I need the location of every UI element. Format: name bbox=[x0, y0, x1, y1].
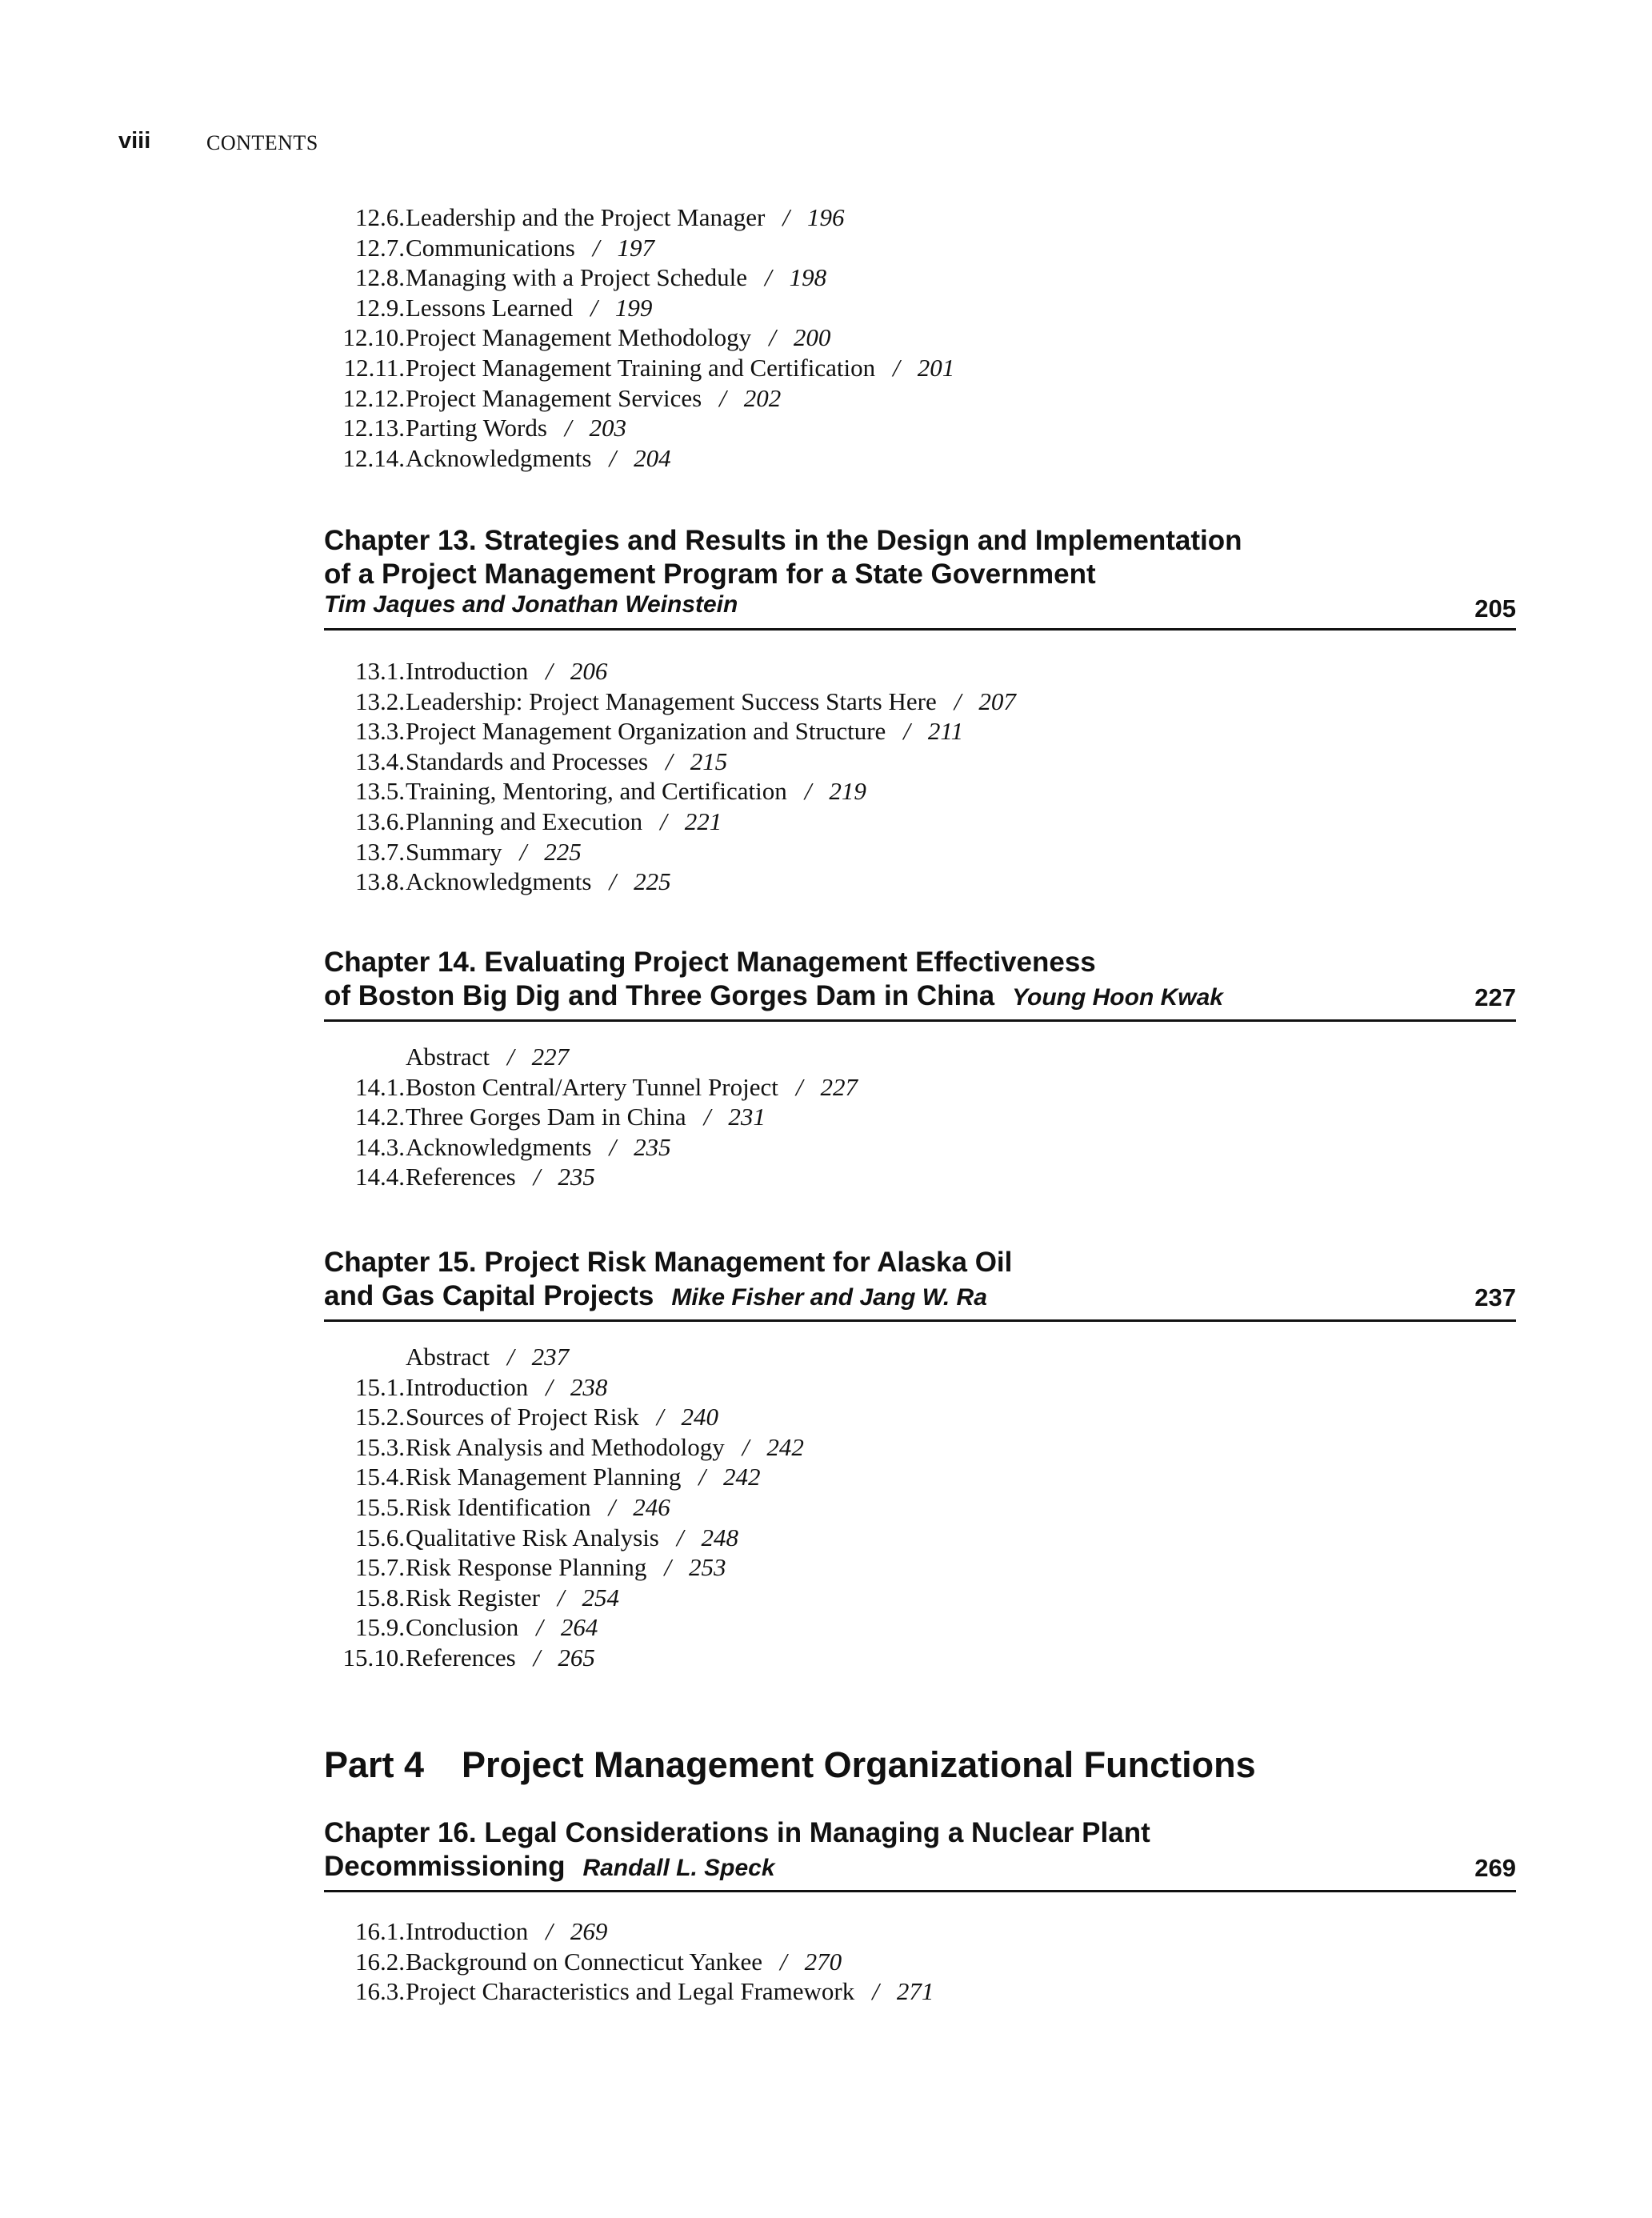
toc-entry-title: Introduction bbox=[406, 1372, 529, 1401]
toc-entry[interactable] bbox=[0, 656, 1652, 687]
toc-entry-separator: / bbox=[533, 1163, 541, 1191]
toc-entry-title: References bbox=[406, 1163, 516, 1191]
toc-entry-separator: / bbox=[507, 1343, 514, 1371]
toc-entry-title: Communications bbox=[406, 233, 575, 262]
toc-entry-page: 225 bbox=[544, 837, 582, 866]
toc-entry-number: 13.2. bbox=[355, 687, 405, 715]
toc-entry-text bbox=[406, 1492, 670, 1523]
toc-entry-text bbox=[406, 1072, 858, 1103]
toc-entry-page: 199 bbox=[614, 293, 653, 322]
toc-entry-page: 264 bbox=[560, 1613, 598, 1642]
toc-entry[interactable] bbox=[0, 1042, 1652, 1072]
toc-entry[interactable] bbox=[0, 1402, 1652, 1432]
toc-entry-text bbox=[406, 807, 722, 837]
toc-entry-page: 269 bbox=[570, 1917, 608, 1945]
toc-entry-page: 235 bbox=[558, 1163, 595, 1191]
toc-entry[interactable] bbox=[0, 1976, 1652, 2007]
toc-entry-title: Standards and Processes bbox=[406, 747, 649, 775]
toc-entry[interactable] bbox=[0, 1643, 1652, 1673]
toc-entry[interactable] bbox=[0, 1432, 1652, 1463]
toc-entry-text bbox=[406, 716, 963, 747]
toc-entry-text bbox=[406, 202, 844, 233]
toc-entry-text bbox=[406, 1643, 595, 1673]
toc-entry-page: 211 bbox=[927, 717, 964, 746]
toc-entry[interactable] bbox=[0, 1072, 1652, 1103]
toc-entry-page: 206 bbox=[570, 657, 608, 685]
toc-entry[interactable] bbox=[0, 202, 1652, 233]
toc-entry-text bbox=[406, 413, 626, 443]
toc-entry-text bbox=[406, 1342, 569, 1372]
toc-entry[interactable] bbox=[0, 716, 1652, 747]
chapter-16-title-line1: Chapter 16. Legal Considerations in Managing a Nuclear Plant bbox=[324, 1817, 1150, 1848]
toc-entry-number: 13.4. bbox=[355, 747, 405, 775]
toc-entry[interactable] bbox=[0, 776, 1652, 807]
toc-entry[interactable] bbox=[0, 1916, 1652, 1947]
chapter-14-title-line2: of Boston Big Dig and Three Gorges Dam in China bbox=[324, 980, 995, 1011]
toc-entry-page: 202 bbox=[743, 383, 782, 412]
toc-entry-separator: / bbox=[519, 837, 527, 866]
toc-entry-separator: / bbox=[742, 1432, 750, 1461]
toc-entry-page: 235 bbox=[634, 1132, 671, 1161]
toc-entry-number: 14.3. bbox=[355, 1132, 405, 1161]
toc-entry-text bbox=[406, 1042, 569, 1072]
toc-entry-number: 15.1. bbox=[355, 1372, 405, 1401]
toc-entry-separator: / bbox=[698, 1463, 706, 1491]
toc-entry-number: 15.3. bbox=[355, 1432, 405, 1461]
toc-entry[interactable] bbox=[0, 443, 1652, 474]
toc-entry-title: Managing with a Project Schedule bbox=[406, 263, 748, 292]
toc-entry-text bbox=[406, 233, 654, 263]
toc-entry-number: 12.8. bbox=[355, 263, 405, 292]
toc-entry-title: Planning and Execution bbox=[406, 807, 643, 835]
toc-entry-title: Risk Register bbox=[406, 1583, 540, 1611]
toc-entry-page: 215 bbox=[690, 747, 728, 775]
running-head-label: CONTENTS bbox=[206, 131, 318, 154]
toc-entry-number: 14.4. bbox=[355, 1163, 405, 1191]
toc-entry-title: Project Characteristics and Legal Framework bbox=[406, 1977, 855, 2006]
toc-entry-text bbox=[406, 687, 1016, 717]
toc-entry-title: Risk Response Planning bbox=[406, 1553, 647, 1582]
toc-entry-number: 12.13. bbox=[342, 414, 405, 442]
toc-entry-title: Sources of Project Risk bbox=[406, 1403, 639, 1431]
toc-entry-title: Summary bbox=[406, 837, 502, 866]
toc-entry-number: 13.7. bbox=[355, 837, 405, 866]
toc-entry-page: 248 bbox=[701, 1523, 738, 1551]
toc-entry-page: 253 bbox=[689, 1553, 726, 1582]
toc-entry-page: 265 bbox=[558, 1643, 595, 1672]
toc-entry-page: 219 bbox=[829, 777, 866, 806]
toc-entry-text bbox=[406, 1372, 607, 1403]
toc-entry-text bbox=[406, 656, 607, 687]
toc-list-ch12 bbox=[0, 202, 1652, 473]
toc-entry-text bbox=[406, 1102, 766, 1132]
chapter-14-title-line1: Chapter 14. Evaluating Project Management Effectiveness bbox=[324, 947, 1096, 978]
toc-entry-page: 246 bbox=[633, 1492, 670, 1521]
toc-entry-number: 15.7. bbox=[355, 1553, 405, 1582]
toc-entry-separator: / bbox=[666, 747, 673, 775]
toc-entry-text bbox=[406, 1916, 607, 1947]
toc-entry-separator: / bbox=[872, 1977, 879, 2006]
toc-entry-title: Abstract bbox=[406, 1043, 490, 1071]
toc-entry-number: 12.6. bbox=[355, 203, 405, 231]
toc-entry-page: 254 bbox=[582, 1583, 620, 1611]
toc-entry-title: Boston Central/Artery Tunnel Project bbox=[406, 1072, 778, 1101]
part-4-title: Project Management Organizational Functions bbox=[462, 1744, 1256, 1785]
toc-entry-title: Acknowledgments bbox=[406, 443, 592, 472]
toc-entry-title: Project Management Organization and Structure bbox=[406, 717, 886, 746]
toc-entry-separator: / bbox=[903, 717, 910, 746]
toc-entry-title: Parting Words bbox=[406, 414, 547, 442]
toc-entry-title: Acknowledgments bbox=[406, 1132, 592, 1161]
toc-entry-separator: / bbox=[656, 1403, 664, 1431]
toc-entry-separator: / bbox=[893, 353, 900, 382]
toc-entry-title: Leadership: Project Management Success Starts Here bbox=[406, 687, 937, 715]
toc-entry-title: Training, Mentoring, and Certification bbox=[406, 777, 787, 806]
toc-entry-text bbox=[406, 443, 671, 474]
toc-entry-title: Project Management Training and Certification bbox=[406, 353, 876, 382]
toc-list-ch16 bbox=[0, 1916, 1652, 2007]
toc-entry-text bbox=[406, 1132, 671, 1163]
toc-entry-separator: / bbox=[765, 263, 772, 292]
toc-entry-separator: / bbox=[660, 807, 667, 835]
toc-entry-separator: / bbox=[804, 777, 812, 806]
toc-entry-number: 15.10. bbox=[342, 1643, 405, 1672]
toc-entry-text bbox=[406, 322, 830, 353]
chapter-16-title-line2: Decommissioning bbox=[324, 1851, 566, 1882]
toc-entry-separator: / bbox=[590, 293, 598, 322]
toc-entry-title: Qualitative Risk Analysis bbox=[406, 1523, 659, 1551]
toc-entry-number: 13.8. bbox=[355, 867, 405, 896]
toc-entry-page: 238 bbox=[570, 1372, 608, 1401]
page-folio: viii bbox=[118, 128, 151, 154]
chapter-15-author: Mike Fisher and Jang W. Ra bbox=[671, 1284, 987, 1311]
toc-entry-text bbox=[406, 1976, 934, 2007]
toc-entry-separator: / bbox=[779, 1947, 787, 1976]
toc-entry-text bbox=[406, 776, 866, 807]
toc-entry-number: 13.6. bbox=[355, 807, 405, 835]
toc-entry-separator: / bbox=[676, 1523, 684, 1551]
part-4-label: Part 4 bbox=[324, 1744, 425, 1785]
toc-entry-number: 15.6. bbox=[355, 1523, 405, 1551]
toc-entry-page: 196 bbox=[806, 203, 845, 231]
toc-entry-number: 12.9. bbox=[355, 293, 405, 322]
toc-entry-separator: / bbox=[536, 1613, 543, 1642]
toc-entry-number: 14.1. bbox=[355, 1072, 405, 1101]
toc-entry-text bbox=[406, 1462, 761, 1492]
toc-entry[interactable] bbox=[0, 1102, 1652, 1132]
toc-entry-page: 203 bbox=[589, 414, 627, 442]
toc-entry-number: 15.4. bbox=[355, 1463, 405, 1491]
toc-entry-title: Lessons Learned bbox=[406, 293, 574, 322]
toc-entry[interactable] bbox=[0, 233, 1652, 263]
toc-entry-text bbox=[406, 1523, 738, 1553]
toc-entry-page: 227 bbox=[531, 1043, 570, 1071]
toc-entry-title: Three Gorges Dam in China bbox=[406, 1103, 686, 1131]
toc-entry-text bbox=[406, 383, 781, 414]
part-4-heading[interactable] bbox=[324, 1744, 1256, 1786]
toc-entry[interactable] bbox=[0, 807, 1652, 837]
toc-entry-text bbox=[406, 353, 954, 383]
chapter-14-heading[interactable] bbox=[324, 946, 1516, 1022]
toc-entry[interactable] bbox=[0, 687, 1652, 717]
toc-entry-text bbox=[406, 867, 671, 897]
toc-entry-separator: / bbox=[546, 657, 553, 685]
toc-entry-number: 12.11. bbox=[343, 353, 405, 382]
toc-entry-separator: / bbox=[609, 1132, 617, 1161]
toc-list-ch15 bbox=[0, 1342, 1652, 1673]
toc-entry-page: 200 bbox=[793, 323, 831, 352]
toc-entry[interactable] bbox=[0, 1612, 1652, 1643]
toc-entry-page: 242 bbox=[723, 1463, 761, 1491]
toc-entry[interactable] bbox=[0, 322, 1652, 353]
toc-entry-page: 270 bbox=[804, 1947, 842, 1976]
toc-entry-separator: / bbox=[782, 203, 790, 231]
toc-entry-text bbox=[406, 747, 727, 777]
toc-entry-separator: / bbox=[769, 323, 776, 352]
toc-entry[interactable] bbox=[0, 293, 1652, 323]
toc-entry-separator: / bbox=[719, 383, 726, 412]
chapter-13-heading[interactable] bbox=[324, 524, 1516, 631]
toc-entry-page: 227 bbox=[820, 1072, 858, 1101]
chapter-14-author: Young Hoon Kwak bbox=[1012, 984, 1223, 1011]
toc-entry-page: 204 bbox=[634, 443, 671, 472]
toc-entry-page: 237 bbox=[531, 1343, 570, 1371]
chapter-15-heading[interactable] bbox=[324, 1246, 1516, 1322]
toc-entry[interactable] bbox=[0, 1492, 1652, 1523]
toc-entry-page: 231 bbox=[728, 1103, 766, 1131]
toc-entry-separator: / bbox=[609, 443, 617, 472]
chapter-15-title-line1: Chapter 15. Project Risk Management for Alaska Oil bbox=[324, 1247, 1013, 1278]
toc-entry-title: Acknowledgments bbox=[406, 867, 592, 896]
toc-entry-title: Background on Connecticut Yankee bbox=[406, 1947, 762, 1976]
toc-entry-text bbox=[406, 293, 652, 323]
toc-entry-page: 198 bbox=[789, 263, 827, 292]
toc-entry-page: 207 bbox=[978, 687, 1016, 715]
toc-entry-number: 12.14. bbox=[342, 443, 405, 472]
toc-entry[interactable] bbox=[0, 1132, 1652, 1163]
toc-entry-number: 13.3. bbox=[355, 717, 405, 746]
toc-entry-title: Project Management Methodology bbox=[406, 323, 752, 352]
toc-entry-separator: / bbox=[592, 233, 600, 262]
toc-entry-number: 12.10. bbox=[342, 323, 405, 352]
toc-entry-title: Project Management Services bbox=[406, 383, 702, 412]
toc-entry-separator: / bbox=[703, 1103, 711, 1131]
toc-entry-number: 16.2. bbox=[355, 1947, 405, 1976]
toc-entry-text bbox=[406, 1552, 726, 1583]
toc-entry-number: 15.8. bbox=[355, 1583, 405, 1611]
toc-entry-separator: / bbox=[664, 1553, 672, 1582]
toc-entry-page: 240 bbox=[681, 1403, 719, 1431]
toc-entry-separator: / bbox=[954, 687, 962, 715]
toc-entry-title: Abstract bbox=[406, 1343, 490, 1371]
toc-entry[interactable] bbox=[0, 1462, 1652, 1492]
toc-entry-text bbox=[406, 1402, 718, 1432]
chapter-15-title-line2: and Gas Capital Projects bbox=[324, 1280, 654, 1311]
toc-entry-separator: / bbox=[557, 1583, 565, 1611]
toc-entry-separator: / bbox=[564, 414, 572, 442]
toc-entry-page: 221 bbox=[684, 807, 722, 835]
toc-entry[interactable] bbox=[0, 1552, 1652, 1583]
toc-entry-separator: / bbox=[608, 1492, 616, 1521]
toc-entry-title: Conclusion bbox=[406, 1613, 519, 1642]
toc-list-ch14 bbox=[0, 1042, 1652, 1192]
toc-entry-separator: / bbox=[546, 1372, 553, 1401]
toc-entry-text bbox=[406, 1583, 619, 1613]
toc-entry-page: 271 bbox=[896, 1977, 934, 2006]
toc-entry-number: 15.5. bbox=[355, 1492, 405, 1521]
toc-entry[interactable] bbox=[0, 837, 1652, 867]
toc-entry[interactable] bbox=[0, 1372, 1652, 1403]
toc-entry[interactable] bbox=[0, 383, 1652, 414]
chapter-16-page: 269 bbox=[1474, 1854, 1516, 1882]
chapter-14-page: 227 bbox=[1474, 983, 1516, 1011]
toc-entry-text bbox=[406, 1612, 598, 1643]
toc-entry-number: 12.12. bbox=[342, 383, 405, 412]
toc-entry-number: 13.5. bbox=[355, 777, 405, 806]
toc-entry[interactable] bbox=[0, 747, 1652, 777]
toc-entry-number: 16.3. bbox=[355, 1977, 405, 2006]
toc-entry-title: Risk Identification bbox=[406, 1492, 591, 1521]
toc-entry-text bbox=[406, 1162, 595, 1192]
chapter-15-page: 237 bbox=[1474, 1283, 1516, 1311]
toc-entry-title: Risk Analysis and Methodology bbox=[406, 1432, 725, 1461]
toc-entry-separator: / bbox=[546, 1917, 553, 1945]
toc-entry-text bbox=[406, 1947, 842, 1977]
toc-entry[interactable] bbox=[0, 867, 1652, 897]
toc-entry-number: 12.7. bbox=[355, 233, 405, 262]
toc-entry-page: 201 bbox=[917, 353, 955, 382]
toc-entry-number: 15.2. bbox=[355, 1403, 405, 1431]
toc-entry[interactable] bbox=[0, 1947, 1652, 1977]
chapter-13-title-line1: Chapter 13. Strategies and Results in the Design and Implementation bbox=[324, 525, 1242, 556]
toc-entry-page: 242 bbox=[766, 1432, 804, 1461]
chapter-13-author: Tim Jaques and Jonathan Weinstein bbox=[324, 591, 738, 618]
toc-entry-title: Risk Management Planning bbox=[406, 1463, 682, 1491]
toc-entry-text bbox=[406, 1432, 804, 1463]
chapter-16-author: Randall L. Speck bbox=[582, 1855, 775, 1881]
toc-entry-number: 13.1. bbox=[355, 657, 405, 685]
toc-entry-number: 16.1. bbox=[355, 1917, 405, 1945]
chapter-13-title-line2: of a Project Management Program for a State Government bbox=[324, 559, 1096, 590]
toc-entry-separator: / bbox=[795, 1072, 803, 1101]
toc-entry-title: References bbox=[406, 1643, 516, 1672]
toc-entry-separator: / bbox=[507, 1043, 514, 1071]
toc-entry-separator: / bbox=[533, 1643, 541, 1672]
chapter-16-heading[interactable] bbox=[324, 1816, 1516, 1892]
toc-entry[interactable] bbox=[0, 1583, 1652, 1613]
chapter-13-page: 205 bbox=[1474, 595, 1516, 623]
toc-entry-text bbox=[406, 837, 582, 867]
toc-entry[interactable] bbox=[0, 353, 1652, 383]
toc-entry-title: Leadership and the Project Manager bbox=[406, 203, 766, 231]
toc-entry-separator: / bbox=[609, 867, 617, 896]
toc-entry[interactable] bbox=[0, 413, 1652, 443]
toc-entry-page: 197 bbox=[617, 233, 654, 262]
toc-entry-text bbox=[406, 262, 826, 293]
toc-entry-title: Introduction bbox=[406, 1917, 529, 1945]
toc-list-ch13 bbox=[0, 656, 1652, 897]
toc-entry[interactable] bbox=[0, 1162, 1652, 1192]
toc-entry-title: Introduction bbox=[406, 657, 529, 685]
toc-entry-page: 225 bbox=[634, 867, 671, 896]
toc-entry-number: 15.9. bbox=[355, 1613, 405, 1642]
toc-entry[interactable] bbox=[0, 1523, 1652, 1553]
toc-entry-number: 14.2. bbox=[355, 1103, 405, 1131]
toc-entry[interactable] bbox=[0, 1342, 1652, 1372]
toc-entry[interactable] bbox=[0, 262, 1652, 293]
